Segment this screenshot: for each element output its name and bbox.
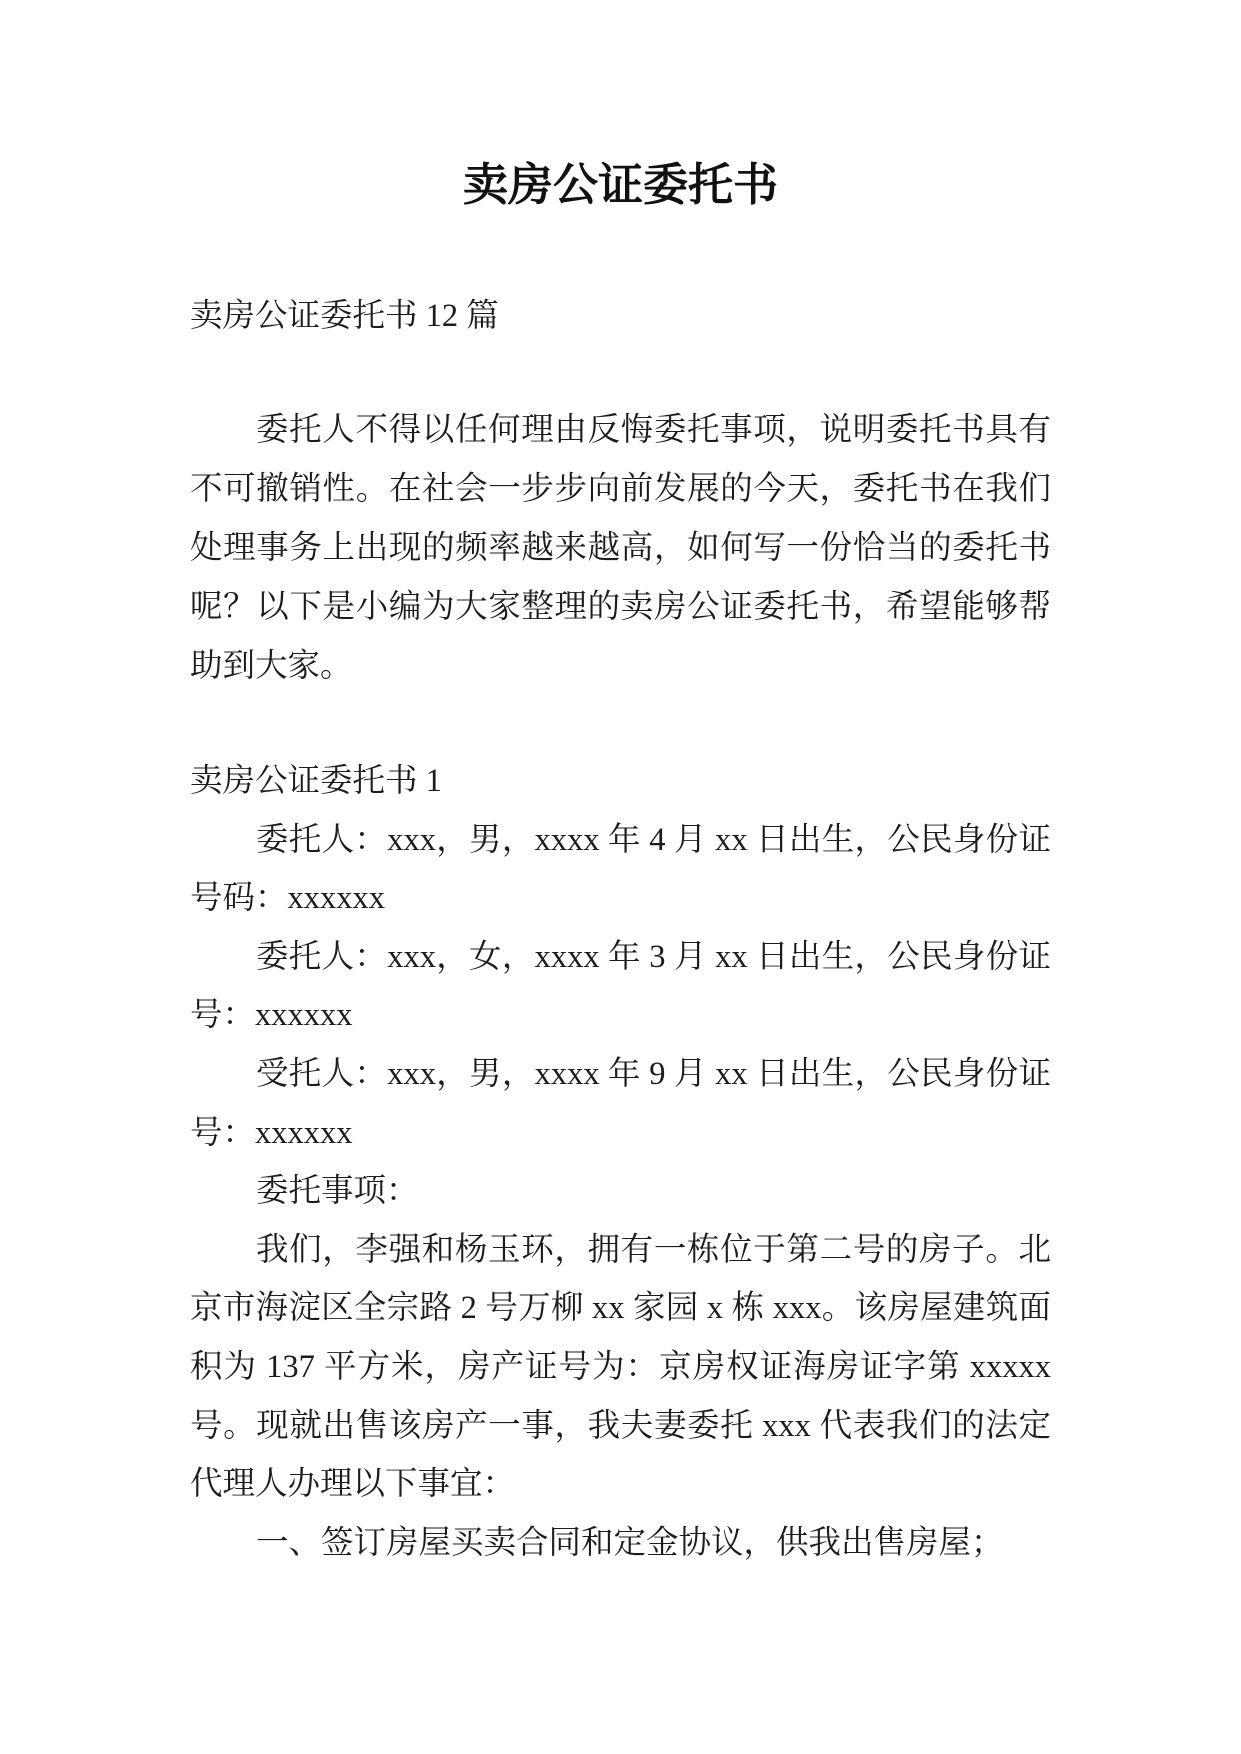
item-1-paragraph <box>190 1514 1051 1573</box>
paragraph-line: 助到大家。 <box>190 648 353 684</box>
matters-heading-paragraph <box>190 1162 1051 1221</box>
paragraph-line: 代理人办理以下事宜： <box>190 1466 516 1503</box>
paragraph-line: 不可撤销性。在社会一步步向前发展的今天，委托书在我们 <box>190 471 1051 507</box>
paragraph-line: 我们，李强和杨玉环，拥有一栋位于第二号的房子。北 <box>256 1231 1051 1268</box>
intro-paragraph <box>190 401 1051 696</box>
paragraph-line: 委托人不得以任何理由反悔委托事项，说明委托书具有 <box>256 412 1051 448</box>
paragraph-line: 号：xxxxxx <box>190 1114 353 1151</box>
paragraph-line: 京市海淀区全宗路 2 号万柳 xx 家园 x 栋 xxx。该房屋建筑面 <box>190 1290 1051 1327</box>
paragraph-line: 号。现就出售该房产一事，我夫妻委托 xxx 代表我们的法定 <box>190 1407 1051 1444</box>
paragraph-line: 委托人：xxx，女，xxxx 年 3 月 xx 日出生，公民身份证 <box>256 938 1051 975</box>
principal-1-paragraph <box>190 811 1051 928</box>
paragraph-line: 处理事务上出现的频率越来越高，如何写一份恰当的委托书 <box>190 530 1051 566</box>
section-1 <box>190 752 1051 1572</box>
document-body <box>190 287 1051 1572</box>
paragraph-line: 委托事项： <box>256 1173 419 1210</box>
paragraph-line: 呢？以下是小编为大家整理的卖房公证委托书，希望能够帮 <box>190 589 1051 625</box>
paragraph-line: 受托人：xxx，男，xxxx 年 9 月 xx 日出生，公民身份证 <box>256 1055 1051 1092</box>
section-heading: 卖房公证委托书 1 <box>190 763 442 799</box>
document-title: 卖房公证委托书 <box>462 158 778 211</box>
paragraph-line: 委托人：xxx，男，xxxx 年 4 月 xx 日出生，公民身份证 <box>256 821 1051 858</box>
agent-paragraph <box>190 1045 1051 1162</box>
paragraph-line: 积为 137 平方米，房产证号为：京房权证海房证字第 xxxxx <box>190 1348 1051 1385</box>
paragraph-line: 号码：xxxxxx <box>190 880 386 917</box>
property-paragraph <box>190 1221 1051 1514</box>
paragraph-line: 一、签订房屋买卖合同和定金协议，供我出售房屋； <box>256 1524 1004 1561</box>
document-subtitle: 卖房公证委托书 12 篇 <box>190 298 499 334</box>
paragraph-line: 号：xxxxxx <box>190 997 353 1034</box>
principal-2-paragraph <box>190 928 1051 1045</box>
